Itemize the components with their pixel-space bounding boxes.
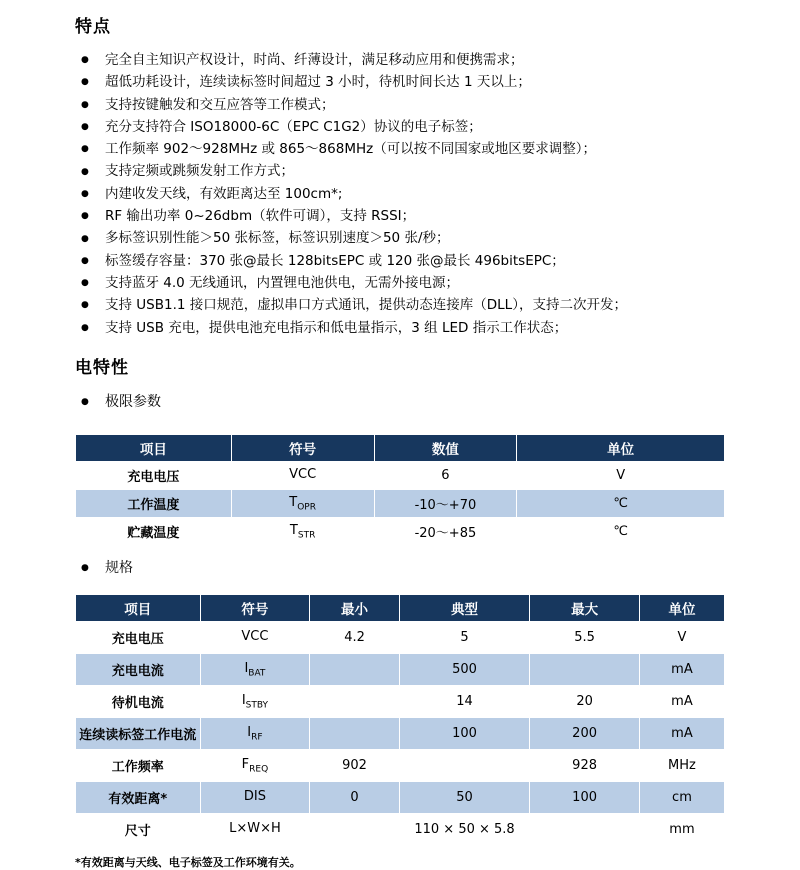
cell-item: 连续读标签工作电流 xyxy=(76,717,201,749)
feature-item: ● 标签缓存容量：370 张@最长 128bitsEPC 或 120 张@最长 496bitsEPC； xyxy=(75,250,725,272)
cell-item: 工作温度 xyxy=(76,489,232,517)
cell-max: 20 xyxy=(530,685,640,717)
cell-unit: V xyxy=(639,621,724,653)
cell-item: 工作频率 xyxy=(76,749,201,781)
symbol-base: T xyxy=(289,494,298,510)
spec-header-symbol: 符号 xyxy=(200,594,310,621)
limit-header-symbol: 符号 xyxy=(231,434,374,461)
cell-symbol xyxy=(231,489,374,517)
cell-unit: V xyxy=(517,461,725,489)
cell-item: 充电电流 xyxy=(76,653,201,685)
cell-min xyxy=(310,653,400,685)
cell-max: 928 xyxy=(530,749,640,781)
cell-min: 4.2 xyxy=(310,621,400,653)
cell-item: 充电电压 xyxy=(76,621,201,653)
feature-item: ● RF 输出功率 0~26dbm（软件可调），支持 RSSI； xyxy=(75,205,725,227)
cell-unit: ℃ xyxy=(517,489,725,517)
symbol-subscript: STR xyxy=(297,530,316,541)
cell-value: -20～+85 xyxy=(374,517,517,545)
table-row xyxy=(76,517,725,545)
cell-min xyxy=(310,813,400,845)
features-title: 特点 xyxy=(75,17,111,37)
limit-table-header-row xyxy=(76,434,725,461)
limit-parameters-table xyxy=(75,434,725,546)
spec-header-max: 最大 xyxy=(530,594,640,621)
symbol-base: I xyxy=(247,724,252,740)
feature-item: ● 工作频率 902～928MHz 或 865～868MHz（可以按不同国家或地区要求调整）； xyxy=(75,138,725,160)
feature-item: ● 多标签识别性能＞50 张标签，标签识别速度＞50 张/秒； xyxy=(75,227,725,249)
cell-typical xyxy=(399,749,529,781)
cell-max xyxy=(530,813,640,845)
symbol-subscript: RF xyxy=(251,732,263,743)
symbol-base: VCC xyxy=(289,466,317,482)
cell-min: 902 xyxy=(310,749,400,781)
symbol-subscript: REQ xyxy=(249,764,269,775)
cell-symbol xyxy=(200,781,310,813)
cell-min xyxy=(310,717,400,749)
spec-table-header-row xyxy=(76,594,725,621)
feature-item: ● 支持 USB1.1 接口规范，虚拟串口方式通讯，提供动态连接库（DLL），支持二次开发； xyxy=(75,294,725,316)
table-row xyxy=(76,749,725,781)
table-row xyxy=(76,461,725,489)
cell-symbol xyxy=(200,813,310,845)
symbol-subscript: BAT xyxy=(248,668,266,679)
spec-header-min: 最小 xyxy=(310,594,400,621)
cell-item: 尺寸 xyxy=(76,813,201,845)
cell-max: 100 xyxy=(530,781,640,813)
cell-min: 0 xyxy=(310,781,400,813)
cell-unit: mA xyxy=(639,717,724,749)
specifications-table xyxy=(75,594,725,846)
symbol-base: F xyxy=(241,756,250,772)
cell-max xyxy=(530,653,640,685)
limit-header-unit: 单位 xyxy=(517,434,725,461)
feature-item: ● 支持 USB 充电，提供电池充电指示和低电量指示，3 组 LED 指示工作状态； xyxy=(75,317,725,339)
cell-typical: 5 xyxy=(399,621,529,653)
cell-typical: 110 × 50 × 5.8 xyxy=(399,813,529,845)
cell-symbol xyxy=(231,517,374,545)
cell-unit: mm xyxy=(639,813,724,845)
symbol-base: VCC xyxy=(241,628,269,644)
table-row xyxy=(76,489,725,517)
symbol-subscript: STBY xyxy=(245,700,269,711)
cell-unit: MHz xyxy=(639,749,724,781)
cell-unit: mA xyxy=(639,685,724,717)
cell-unit: ℃ xyxy=(517,517,725,545)
cell-typical: 14 xyxy=(399,685,529,717)
cell-max: 200 xyxy=(530,717,640,749)
spec-header-unit: 单位 xyxy=(639,594,724,621)
cell-symbol xyxy=(200,749,310,781)
cell-unit: mA xyxy=(639,653,724,685)
limit-parameters-label: ● 极限参数 xyxy=(75,392,725,412)
table-row xyxy=(76,621,725,653)
cell-symbol xyxy=(200,621,310,653)
feature-item: ● 内建收发天线，有效距离达至 100cm*; xyxy=(75,183,725,205)
cell-symbol xyxy=(200,717,310,749)
feature-item: ● 支持蓝牙 4.0 无线通讯，内置锂电池供电，无需外接电源； xyxy=(75,272,725,294)
footnote: *有效距离与天线、电子标签及工作环境有关。 xyxy=(75,855,301,869)
table-row xyxy=(76,685,725,717)
table-row xyxy=(76,813,725,845)
cell-value: 6 xyxy=(374,461,517,489)
cell-typical: 100 xyxy=(399,717,529,749)
cell-value: -10～+70 xyxy=(374,489,517,517)
cell-typical: 500 xyxy=(399,653,529,685)
table-row xyxy=(76,781,725,813)
spec-header-typical: 典型 xyxy=(399,594,529,621)
feature-item: ● 超低功耗设计，连续读标签时间超过 3 小时，待机时间长达 1 天以上； xyxy=(75,71,725,93)
table-row xyxy=(76,653,725,685)
cell-symbol xyxy=(231,461,374,489)
spec-header-item: 项目 xyxy=(76,594,201,621)
electrical-title: 电特性 xyxy=(75,357,129,378)
cell-item: 贮藏温度 xyxy=(76,517,232,545)
symbol-subscript: OPR xyxy=(297,502,316,513)
limit-header-item: 项目 xyxy=(76,434,232,461)
cell-item: 有效距离* xyxy=(76,781,201,813)
symbol-base: I xyxy=(241,692,246,708)
cell-max: 5.5 xyxy=(530,621,640,653)
specifications-label: ● 规格 xyxy=(75,558,725,578)
cell-item: 待机电流 xyxy=(76,685,201,717)
cell-min xyxy=(310,685,400,717)
symbol-base: T xyxy=(289,522,298,538)
feature-item: ● 支持定频或跳频发射工作方式； xyxy=(75,160,725,182)
symbol-base: DIS xyxy=(243,788,266,804)
cell-symbol xyxy=(200,653,310,685)
symbol-base: I xyxy=(244,660,249,676)
cell-typical: 50 xyxy=(399,781,529,813)
limit-header-value: 数值 xyxy=(374,434,517,461)
features-list xyxy=(75,49,725,339)
table-row xyxy=(76,717,725,749)
cell-unit: cm xyxy=(639,781,724,813)
cell-item: 充电电压 xyxy=(76,461,232,489)
feature-item: ● 充分支持符合 ISO18000-6C（EPC C1G2）协议的电子标签； xyxy=(75,116,725,138)
symbol-base: L×W×H xyxy=(229,820,281,836)
cell-symbol xyxy=(200,685,310,717)
feature-item: ● 支持按键触发和交互应答等工作模式； xyxy=(75,94,725,116)
feature-item: ● 完全自主知识产权设计，时尚、纤薄设计，满足移动应用和便携需求； xyxy=(75,49,725,71)
